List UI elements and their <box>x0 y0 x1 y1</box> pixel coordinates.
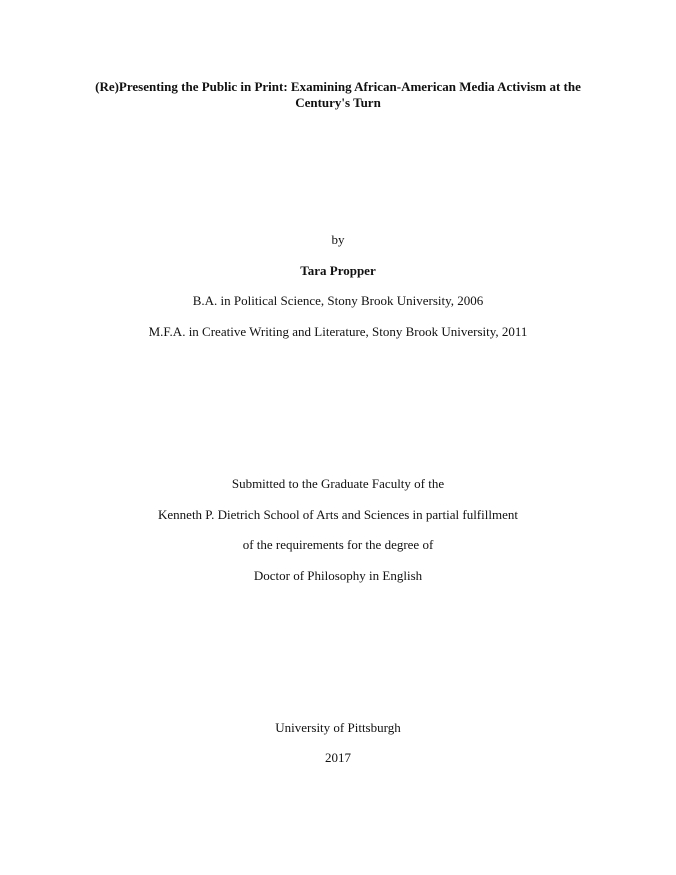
submission-line-2: Kenneth P. Dietrich School of Arts and Sciences in partial fulfillment <box>158 507 518 522</box>
submission-line-1: Submitted to the Graduate Faculty of the <box>231 476 445 491</box>
document-title <box>80 79 596 111</box>
document-title-line-1: (Re)Presenting the Public in Print: Examining African-American Media Activism at the <box>95 79 581 94</box>
by-label: by <box>331 232 345 247</box>
submission-year: 2017 <box>325 750 351 765</box>
submission-line-4: Doctor of Philosophy in English <box>253 568 423 583</box>
submission-line-3: of the requirements for the degree of <box>242 537 434 552</box>
document-title-line-2: Century's Turn <box>295 95 381 110</box>
degree-ba: B.A. in Political Science, Stony Brook University, 2006 <box>192 293 484 308</box>
degree-mfa: M.F.A. in Creative Writing and Literature, Stony Brook University, 2011 <box>148 324 528 339</box>
author-name: Tara Propper <box>300 263 376 278</box>
institution-name: University of Pittsburgh <box>275 720 401 735</box>
